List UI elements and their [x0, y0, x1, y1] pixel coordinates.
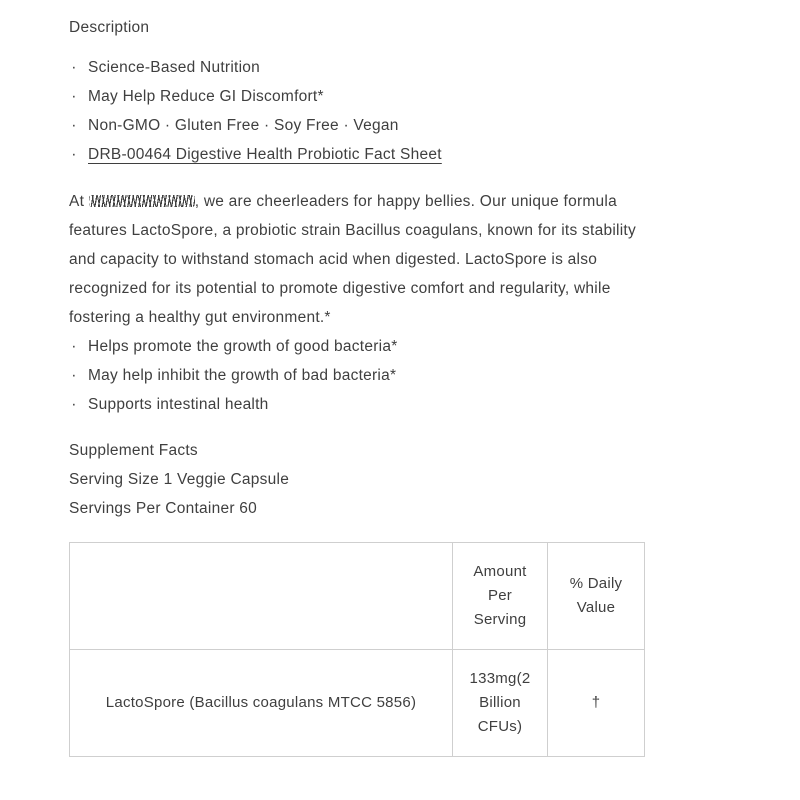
benefit-label: Supports intestinal health: [88, 396, 269, 413]
serving-size-line: Serving Size 1 Veggie Capsule: [69, 471, 290, 488]
feature-label: Science-Based Nutrition: [88, 59, 261, 76]
benefit-item: [69, 332, 647, 361]
about-paragraph: [69, 187, 647, 332]
feature-label: May Help Reduce GI Discomfort*: [88, 88, 324, 105]
redacted-brand-scribble: [89, 195, 195, 207]
feature-item: [69, 82, 647, 111]
description-heading: Description: [69, 19, 150, 36]
fact-sheet-link[interactable]: DRB-00464 Digestive Health Probiotic Fact Sheet: [88, 146, 442, 163]
benefit-label: Helps promote the growth of good bacteria*: [88, 338, 398, 355]
feature-label: Non-GMO · Gluten Free · Soy Free · Vegan: [88, 117, 399, 134]
benefit-label: May help inhibit the growth of bad bacteria*: [88, 367, 397, 384]
bullet-icon: ·: [71, 88, 77, 105]
servings-per-container-line: Servings Per Container 60: [69, 500, 258, 517]
bullet-icon: ·: [71, 396, 77, 413]
bullet-icon: ·: [71, 367, 77, 384]
benefit-item: [69, 361, 647, 390]
ingredient-header-cell: [70, 543, 453, 650]
amount-header-cell: Amount Per Serving: [453, 543, 548, 650]
ingredient-cell: LactoSpore (Bacillus coagulans MTCC 5856): [70, 650, 453, 757]
feature-item: [69, 111, 647, 140]
benefit-list: [69, 332, 647, 419]
table-row: [70, 650, 645, 757]
bullet-icon: ·: [71, 146, 77, 163]
about-prefix: At: [69, 193, 89, 210]
supplement-facts-block: [69, 436, 647, 523]
table-header-row: [70, 543, 645, 650]
benefit-item: [69, 390, 647, 419]
fact-sheet-item: [69, 140, 647, 169]
daily-value-cell: †: [548, 650, 645, 757]
daily-value-header-cell: % Daily Value: [548, 543, 645, 650]
bullet-icon: ·: [71, 338, 77, 355]
amount-cell: 133mg(2 Billion CFUs): [453, 650, 548, 757]
supplement-facts-table: [69, 542, 645, 757]
description-section: [69, 0, 647, 757]
feature-item: [69, 53, 647, 82]
supplement-facts-title: Supplement Facts: [69, 442, 198, 459]
bullet-icon: ·: [71, 59, 77, 76]
about-text: , we are cheerleaders for happy bellies. Our unique formula features LactoSpore, a probiotic strain Bacillus coagulans, known for its stability and capacity to withstand stomach acid when digested. LactoSpore is also recognized for its potential to promote digestive comfort and regularity, while fostering a healthy gut environment.*: [69, 193, 636, 326]
feature-list: [69, 53, 647, 169]
bullet-icon: ·: [71, 117, 77, 134]
